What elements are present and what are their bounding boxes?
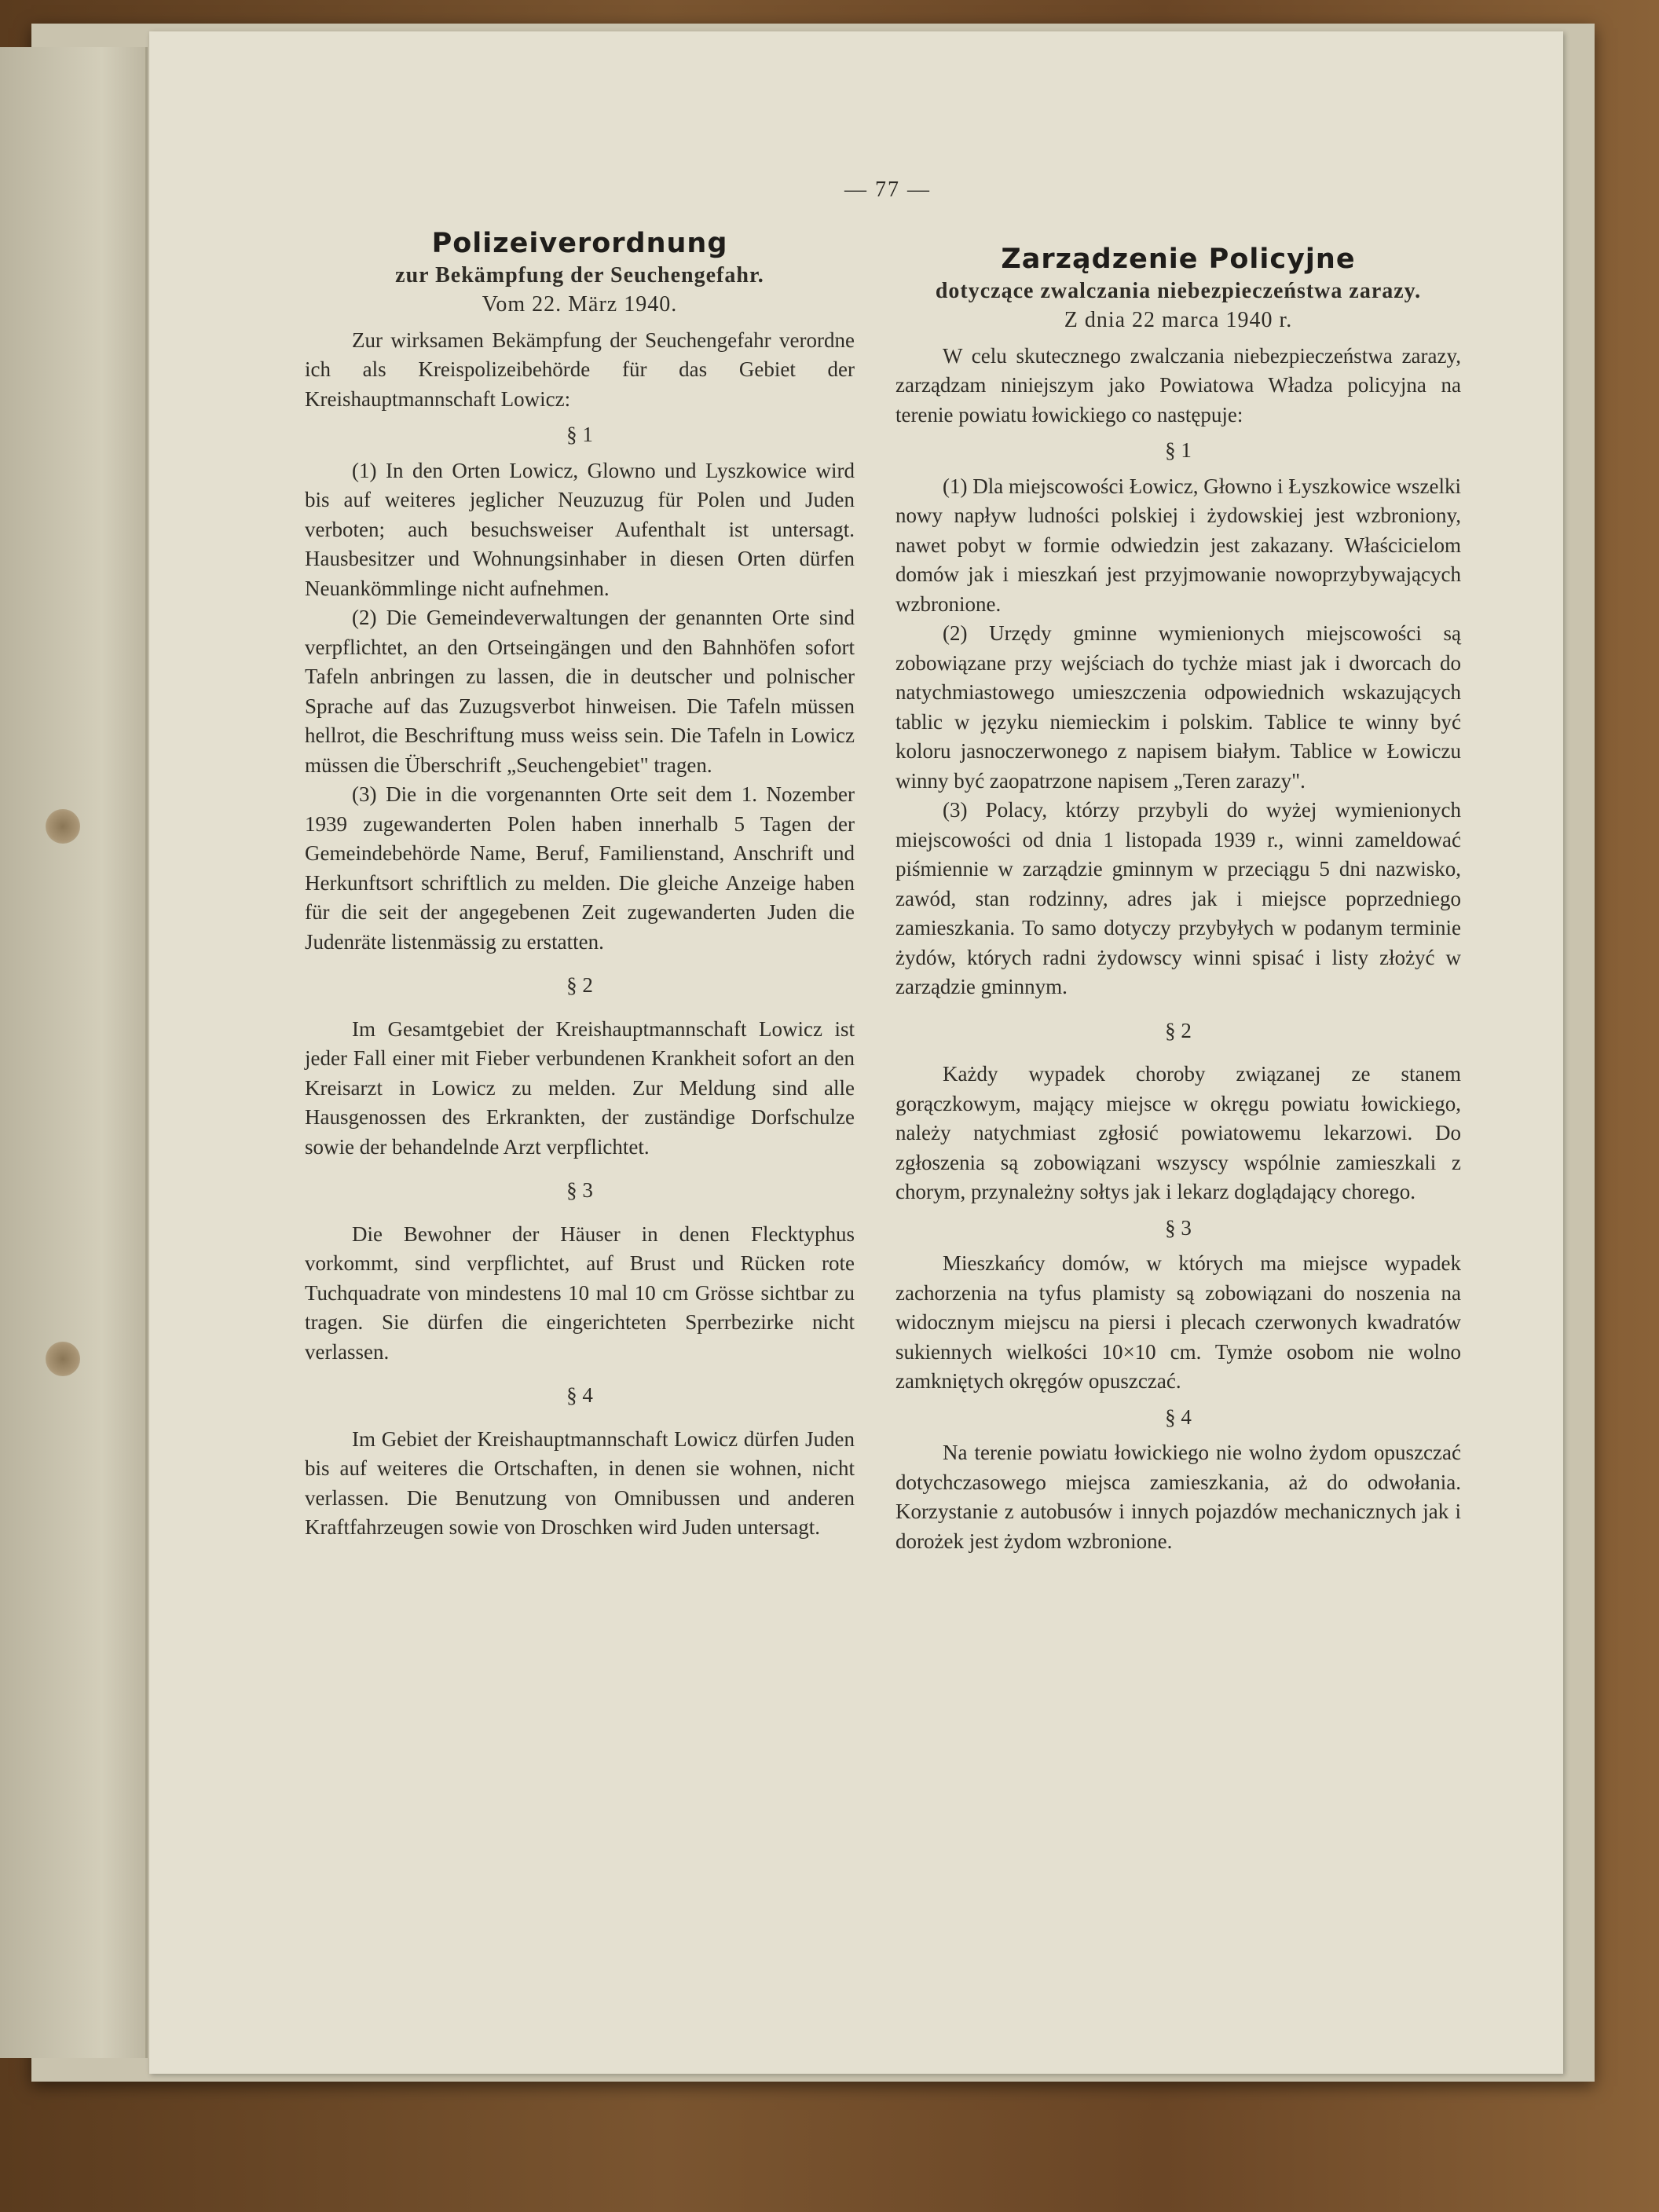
german-column [305, 229, 855, 1543]
german-section-1-heading: § 1 [566, 423, 593, 446]
german-section-1-para-3: (3) Die in die vorgenannten Orte seit dem 1. Nozember 1939 zugewanderten Polen haben innerhalb 5 Tagen der Gemeindebehörde Name, Beruf, Familienstand, Anschrift und Herkunftsort schriftlich zu melden. Die gleiche Anzeige haben für die seit der angegebenen Zeit zugewanderten Juden die Judenräte listenmässig zu erstatten. [305, 782, 855, 954]
german-section-1-para-1: (1) In den Orten Lowicz, Glowno und Lyszkowice wird bis auf weiteres jeglicher Neuzuzug für Polen und Juden verboten; auch besuchsweiser Aufenthalt ist untersagt. Hausbesitzer und Wohnungsinhaber in diesen Orten dürfen Neuankömmlinge nicht aufnehmen. [305, 458, 855, 600]
polish-section-3-heading: § 3 [1165, 1215, 1192, 1240]
polish-section-3-para-1: Mieszkańcy domów, w których ma miejsce wypadek zachorzenia na tyfus plamisty są zobowiązani do noszenia na widocznym miejscu na piersi i plecach czerwonych kwadratów sukiennych wielkości 10×10 cm. Tymże osobom nie wolno zamkniętych okręgów opuszczać. [895, 1251, 1461, 1393]
german-section-2-heading: § 2 [566, 973, 593, 997]
polish-column [895, 245, 1461, 1556]
german-section-3-heading: § 3 [566, 1178, 593, 1202]
german-section-2-para-1: Im Gesamtgebiet der Kreishauptmannschaft Lowicz ist jeder Fall einer mit Fieber verbundenen Krankheit sofort an den Kreisarzt in Lowicz zu melden. Zur Meldung sind alle Hausgenossen des Erkrankten, der zuständige Dorfschulze sowie der behandelnde Arzt verpflichtet. [305, 1016, 855, 1159]
polish-section-1-para-3: (3) Polacy, którzy przybyli do wyżej wymienionych miejscowości od dnia 1 listopada 1939 r., winni zameldować piśmiennie w zarządzie gminnym w przeciągu 5 dni nazwisko, zawód, stan rodzinny, adres jak i miejsce poprzedniego zamieszkania. To samo dotyczy przybyłych w podanym terminie żydów, których radni żydowscy winni spisać i listy złożyć w zarządzie gminnym. [895, 798, 1461, 998]
polish-section-4-para-1: Na terenie powiatu łowickiego nie wolno żydom opuszczać dotychczasowego miejsca zamieszkania, aż do odwołania. Korzystanie z autobusów i innych pojazdów mechanicznych jak i dorożek jest żydom wzbronione. [895, 1441, 1461, 1553]
polish-section-1-heading: § 1 [1165, 438, 1192, 462]
page-number: — 77 — [844, 178, 931, 202]
german-section-3-para-1: Die Bewohner der Häuser in denen Flecktyphus vorkommt, sind verpflichtet, auf Brust und Rücken rote Tuchquadrate von mindestens 10 mal 10 cm Grösse sichtbar zu tragen. Sie dürfen die eingerichteten Sperrbezirke nicht verlassen. [305, 1221, 855, 1364]
polish-section-2-para-1: Każdy wypadek choroby związanej ze stanem gorączkowym, mający miejsce w okręgu powiatu łowickiego, należy natychmiast zgłosić powiatowemu lekarzowi. Do zgłoszenia są zobowiązani wszyscy wspólnie zamieszkali z chorym, przynależny sołtys jak i lekarz doglądający chorego. [895, 1062, 1461, 1203]
polish-section-4-heading: § 4 [1165, 1404, 1192, 1429]
polish-section-1-para-1: (1) Dla miejscowości Łowicz, Głowno i Łyszkowice wszelki nowy napływ ludności polskiej i żydowskiej jest wzbroniony, nawet pobyt w formie odwiedzin jest zakazany. Właścicielom domów jak i mieszkań jest przyjmowanie nowoprzybywających wzbronione. [895, 474, 1461, 616]
german-date: Vom 22. März 1940. [482, 292, 678, 317]
polish-title: Zarządzenie Policyjne [1001, 244, 1356, 275]
german-subtitle: zur Bekämpfung der Seuchengefahr. [395, 262, 764, 287]
binder-flap [0, 47, 148, 2058]
polish-subtitle: dotyczące zwalczania niebezpieczeństwa zarazy. [935, 278, 1422, 303]
polish-section-2-heading: § 2 [1165, 1018, 1192, 1042]
polish-date: Z dnia 22 marca 1940 r. [1064, 308, 1293, 332]
polish-intro: W celu skutecznego zwalczania niebezpieczeństwa zarazy, zarządzam niniejszym jako Powiatowa Władza policyjna na terenie powiatu łowickiego co następuje: [895, 343, 1461, 427]
german-section-4-para-1: Im Gebiet der Kreishauptmannschaft Lowicz dürfen Juden bis auf weiteres die Ortschaften, in denen sie wohnen, nicht verlassen. Die Benutzung von Omnibussen und anderen Kraftfahrzeugen sowie von Droschken wird Juden untersagt. [305, 1426, 855, 1539]
german-title: Polizeiverordnung [431, 228, 728, 259]
german-section-4-heading: § 4 [566, 1383, 593, 1407]
polish-section-1-para-2: (2) Urzędy gminne wymienionych miejscowości są zobowiązane przy wejściach do tychże miast jak i dworcach do natychmiastowego umieszczenia odpowiednich wskazujących tablic w języku niemieckim i polskim. Tablice te winny być koloru jasnoczerwonego z napisem białym. Tablice w Łowiczu winny być zaopatrzone napisem „Teren zarazy". [895, 621, 1461, 793]
punch-hole [46, 1342, 80, 1376]
german-intro: Zur wirksamen Bekämpfung der Seuchengefahr verordne ich als Kreispolizeibehörde für das Gebiet der Kreishauptmannschaft Lowicz: [305, 328, 855, 411]
german-section-1-para-2: (2) Die Gemeindeverwaltungen der genannten Orte sind verpflichtet, an den Ortseingängen und den Bahnhöfen sofort Tafeln anbringen zu lassen, die in deutscher und polnischer Sprache auf das Zuzugsverbot hinweisen. Die Tafeln müssen hellrot, die Beschriftung muss weiss sein. Die Tafeln in Lowicz müssen die Überschrift „Seuchengebiet" tragen. [305, 606, 855, 777]
punch-hole [46, 809, 80, 844]
